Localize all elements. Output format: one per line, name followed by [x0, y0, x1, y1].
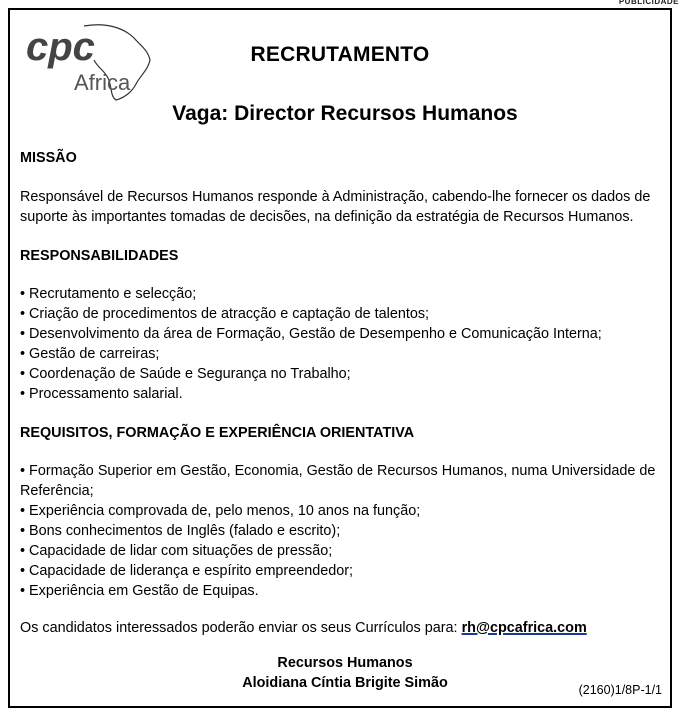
logo-sub-text: Africa — [74, 70, 131, 95]
ad-reference-code: (2160)1/8P-1/1 — [578, 683, 662, 697]
list-item: • Bons conhecimentos de Inglês (falado e escrito); — [20, 523, 341, 539]
list-item: • Recrutamento e selecção; — [20, 286, 197, 302]
list-item: • Capacidade de lidar com situações de pressão; — [20, 543, 333, 559]
list-item: • Criação de procedimentos de atracção e captação de talentos; — [20, 306, 430, 322]
mission-heading: MISSÃO — [20, 150, 77, 166]
mission-text: Responsável de Recursos Humanos responde à Administração, cabendo-lhe fornecer os dados de suporte às importantes tomadas de decisões, na definição da estratégia de Recursos Humanos. — [20, 189, 651, 225]
contact-text: Os candidatos interessados poderão enviar os seus Currículos para: — [20, 620, 462, 636]
list-item: • Gestão de carreiras; — [20, 346, 160, 362]
requirements-heading: REQUISITOS, FORMAÇÃO E EXPERIÊNCIA ORIENTATIVA — [20, 425, 415, 441]
list-item: • Processamento salarial. — [20, 386, 183, 402]
signature-name: Aloidiana Cíntia Brigite Simão — [242, 675, 448, 691]
ad-content — [20, 148, 670, 693]
list-item: • Capacidade de liderança e espírito empreendedor; — [20, 563, 354, 579]
logo-graphic — [20, 20, 156, 104]
signature-block — [20, 653, 670, 693]
cpc-africa-logo — [20, 20, 156, 104]
requirements-list — [20, 461, 670, 601]
responsibilities-heading: RESPONSABILIDADES — [20, 248, 179, 264]
list-item: • Experiência em Gestão de Equipas. — [20, 583, 259, 599]
logo-brand-text: cpc — [26, 25, 95, 69]
contact-email-link[interactable]: rh@cpcafrica.com — [461, 620, 587, 636]
list-item: • Desenvolvimento da área de Formação, Gestão de Desempenho e Comunicação Interna; — [20, 326, 602, 342]
responsibilities-list — [20, 284, 670, 404]
contact-line — [20, 618, 670, 638]
page-title: RECRUTAMENTO — [250, 43, 430, 66]
list-item: • Experiência comprovada de, pelo menos, 10 anos na função; — [20, 503, 421, 519]
list-item: • Coordenação de Saúde e Segurança no Trabalho; — [20, 366, 351, 382]
advertisement-frame — [8, 8, 672, 708]
publicidade-label: PUBLICIDADE — [618, 0, 679, 6]
list-item: • Formação Superior em Gestão, Economia, Gestão de Recursos Humanos, numa Universidade de Referência; — [20, 463, 656, 499]
job-title: Vaga: Director Recursos Humanos — [172, 102, 518, 125]
signature-department: Recursos Humanos — [277, 655, 413, 671]
